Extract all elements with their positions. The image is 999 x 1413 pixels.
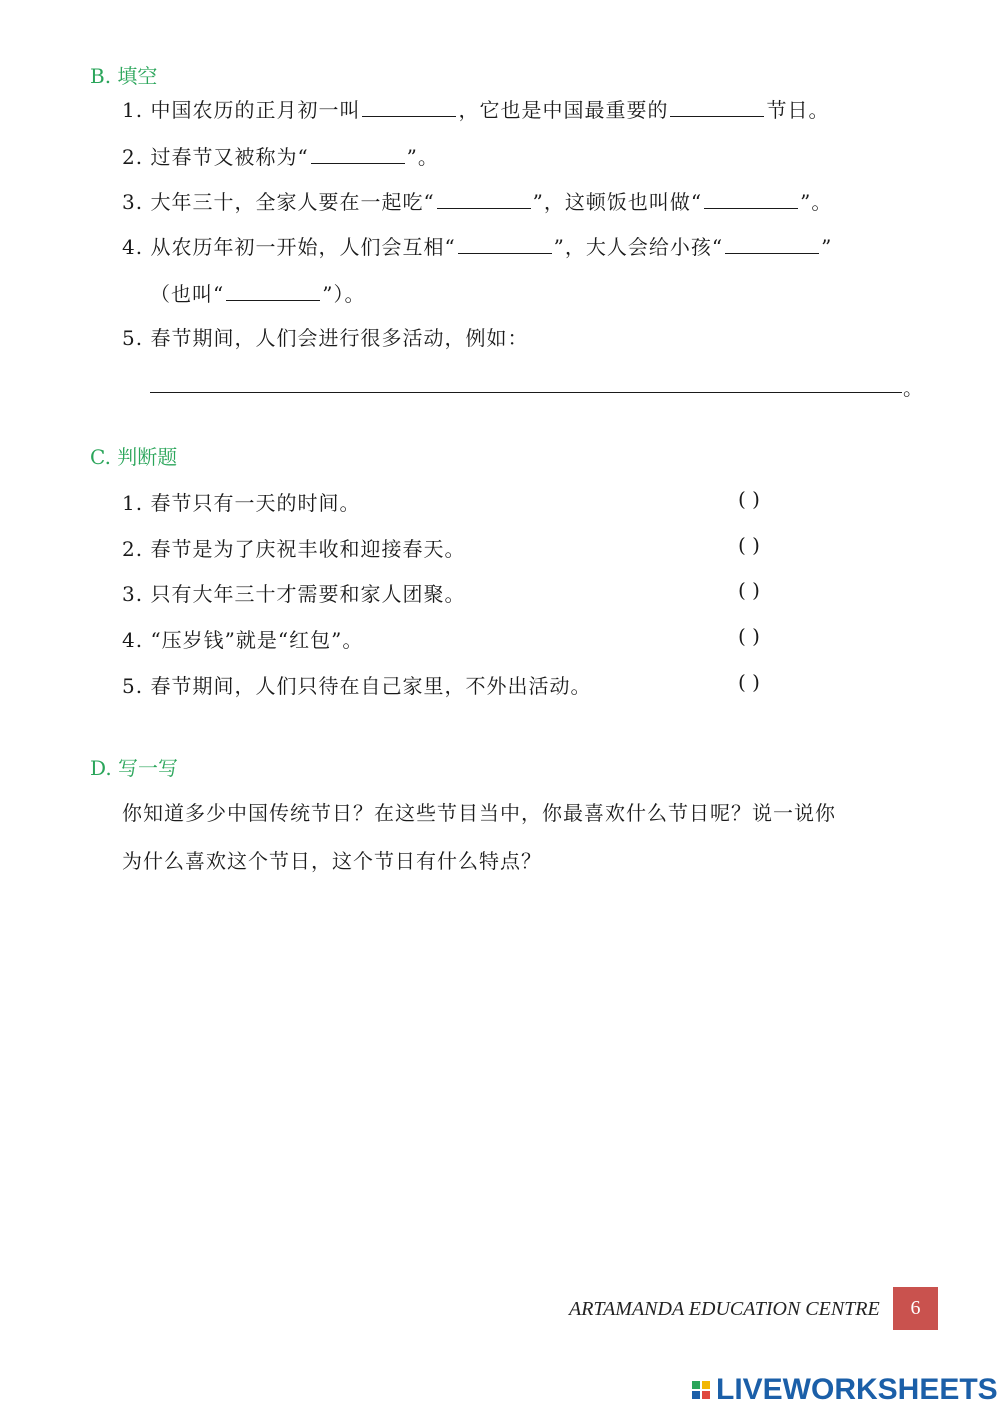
fill-question-3: 3. 大年三十，全家人要在一起吃“ ”，这顿饭也叫做“ ”。 [122,190,833,214]
fill-question-5: 5. 春节期间，人们会进行很多活动，例如： [122,326,529,350]
judge-item-2: 2. 春节是为了庆祝丰收和迎接春天。 [122,537,466,561]
writing-prompt-line-1: 你知道多少中国传统节日？在这些节目当中，你最喜欢什么节日呢？说一说你 [122,801,836,825]
judge-item-3: 3. 只有大年三十才需要和家人团聚。 [122,582,466,606]
page-number: 6 [893,1287,938,1330]
liveworksheets-wordmark: LIVEWORKSHEETS [716,1373,998,1406]
fill-question-1: 1. 中国农历的正月初一叫 ，它也是中国最重要的 节日。 [122,98,830,122]
judge-answer-5[interactable]: ( ) [738,670,760,694]
answer-blank[interactable] [362,98,456,117]
judge-item-1: 1. 春节只有一天的时间。 [122,491,361,515]
answer-blank[interactable] [725,235,819,254]
answer-blank[interactable] [437,190,531,209]
fill-question-2: 2. 过春节又被称为“ ”。 [122,145,439,169]
writing-prompt-line-2: 为什么喜欢这个节日，这个节日有什么特点？ [122,849,542,873]
answer-blank[interactable] [311,145,405,164]
footer-centre-name: ARTAMANDA EDUCATION CENTRE [569,1298,880,1320]
judge-answer-4[interactable]: ( ) [738,624,760,648]
liveworksheets-icon [692,1381,710,1399]
fill-question-4: 4. 从农历年初一开始，人们会互相“ ”，大人会给小孩“ ” [122,235,833,259]
judge-answer-2[interactable]: ( ) [738,533,760,557]
fill-question-4-continued: （也叫“ ”）。 [150,282,366,306]
judge-answer-1[interactable]: ( ) [738,487,760,511]
section-c-title: C. 判断题 [90,445,178,469]
answer-long-line[interactable] [150,392,902,393]
liveworksheets-logo [692,1372,998,1408]
judge-item-4: 4. “压岁钱”就是“红包”。 [122,628,364,652]
answer-blank[interactable] [458,235,552,254]
fill-question-5-end: 。 [903,376,924,400]
answer-blank[interactable] [226,282,320,301]
answer-blank[interactable] [670,98,764,117]
section-b-title: B. 填空 [90,64,158,88]
judge-answer-3[interactable]: ( ) [738,578,760,602]
section-d-title: D. 写一写 [90,756,179,780]
answer-blank[interactable] [704,190,798,209]
judge-item-5: 5. 春节期间，人们只待在自己家里，不外出活动。 [122,674,592,698]
